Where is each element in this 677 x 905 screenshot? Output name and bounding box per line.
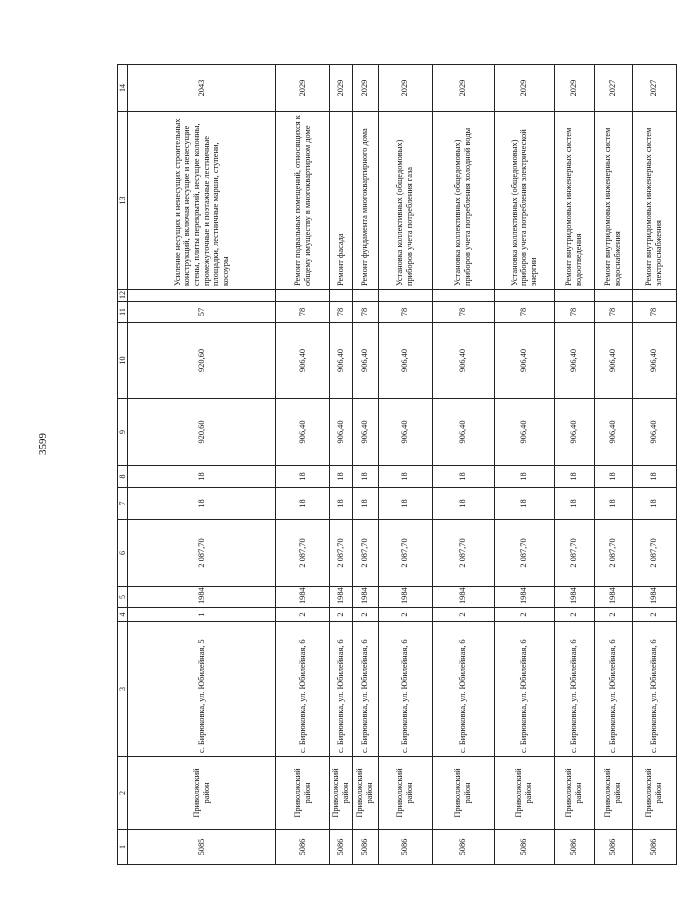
cell-c7: 18 xyxy=(128,488,276,520)
cell-c9: 906,40 xyxy=(352,399,378,466)
cell-c11: 78 xyxy=(432,302,494,323)
cell-work-type: Ремонт внутридомовых инженерных систем водоотведения xyxy=(554,112,594,290)
cell-address: с. Бирюковка, ул. Юбилейная, 6 xyxy=(494,622,554,757)
cell-id: 5086 xyxy=(276,830,330,865)
cell-c12 xyxy=(276,290,330,302)
col-num: 5 xyxy=(118,587,128,608)
table-body xyxy=(128,65,676,865)
cell-id: 5086 xyxy=(554,830,594,865)
col-num: 1 xyxy=(118,830,128,865)
cell-c8: 18 xyxy=(378,466,432,488)
cell-year: 1984 xyxy=(494,587,554,608)
col-num: 9 xyxy=(118,399,128,466)
cell-plan-year: 2043 xyxy=(128,65,276,112)
cell-id: 5086 xyxy=(494,830,554,865)
cell-c4: 2 xyxy=(276,608,330,622)
cell-plan-year: 2027 xyxy=(632,65,676,112)
cell-c7: 18 xyxy=(352,488,378,520)
cell-work-type: Установка коллективных (общедомовых) приборов учета потребления газа xyxy=(378,112,432,290)
cell-district: Приволжский район xyxy=(432,757,494,830)
cell-address: с. Бирюковка, ул. Юбилейная, 6 xyxy=(594,622,632,757)
cell-id: 5086 xyxy=(594,830,632,865)
cell-c6: 2 087,70 xyxy=(432,520,494,587)
cell-work-type: Установка коллективных (общедомовых) приборов учета потребления холодной воды xyxy=(432,112,494,290)
cell-c7: 18 xyxy=(554,488,594,520)
cell-year: 1984 xyxy=(594,587,632,608)
cell-year: 1984 xyxy=(352,587,378,608)
cell-c8: 18 xyxy=(352,466,378,488)
cell-c10: 906,40 xyxy=(276,323,330,399)
cell-c8: 18 xyxy=(632,466,676,488)
cell-work-type: Ремонт внутридомовых инженерных систем водоснабжения xyxy=(594,112,632,290)
cell-c12 xyxy=(330,290,352,302)
cell-c7: 18 xyxy=(432,488,494,520)
cell-district: Приволжский район xyxy=(352,757,378,830)
cell-plan-year: 2029 xyxy=(554,65,594,112)
cell-c8: 18 xyxy=(128,466,276,488)
cell-c8: 18 xyxy=(554,466,594,488)
cell-c11: 78 xyxy=(494,302,554,323)
cell-year: 1984 xyxy=(128,587,276,608)
cell-district: Приволжский район xyxy=(378,757,432,830)
cell-c9: 906,40 xyxy=(432,399,494,466)
col-num: 3 xyxy=(118,622,128,757)
col-num: 11 xyxy=(118,302,128,323)
cell-c7: 18 xyxy=(594,488,632,520)
cell-c9: 920,60 xyxy=(128,399,276,466)
cell-c4: 2 xyxy=(494,608,554,622)
cell-year: 1984 xyxy=(432,587,494,608)
cell-c9: 906,40 xyxy=(594,399,632,466)
cell-work-type: Ремонт фундамента многоквартирного дома xyxy=(352,112,378,290)
cell-c12 xyxy=(632,290,676,302)
cell-c12 xyxy=(378,290,432,302)
cell-c10: 906,40 xyxy=(594,323,632,399)
cell-c6: 2 087,70 xyxy=(632,520,676,587)
cell-id: 5086 xyxy=(378,830,432,865)
cell-c12 xyxy=(494,290,554,302)
cell-c11: 78 xyxy=(330,302,352,323)
cell-address: с. Бирюковка, ул. Юбилейная, 6 xyxy=(352,622,378,757)
table-row xyxy=(554,65,594,865)
table-row xyxy=(632,65,676,865)
cell-address: с. Бирюковка, ул. Юбилейная, 6 xyxy=(276,622,330,757)
cell-c12 xyxy=(128,290,276,302)
cell-c4: 2 xyxy=(632,608,676,622)
cell-c6: 2 087,70 xyxy=(276,520,330,587)
repair-schedule-table xyxy=(117,64,677,865)
cell-district: Приволжский район xyxy=(494,757,554,830)
cell-c11: 57 xyxy=(128,302,276,323)
cell-c9: 906,40 xyxy=(330,399,352,466)
col-num: 7 xyxy=(118,488,128,520)
cell-c4: 2 xyxy=(378,608,432,622)
cell-c10: 906,40 xyxy=(352,323,378,399)
table-row xyxy=(494,65,554,865)
cell-c6: 2 087,70 xyxy=(352,520,378,587)
cell-c10: 906,40 xyxy=(330,323,352,399)
cell-c6: 2 087,70 xyxy=(378,520,432,587)
cell-c7: 18 xyxy=(494,488,554,520)
cell-c7: 18 xyxy=(330,488,352,520)
cell-c11: 78 xyxy=(594,302,632,323)
cell-year: 1984 xyxy=(554,587,594,608)
cell-c6: 2 087,70 xyxy=(594,520,632,587)
cell-district: Приволжский район xyxy=(554,757,594,830)
cell-c8: 18 xyxy=(494,466,554,488)
cell-address: с. Бирюковка, ул. Юбилейная, 6 xyxy=(432,622,494,757)
cell-district: Приволжский район xyxy=(632,757,676,830)
cell-c11: 78 xyxy=(276,302,330,323)
cell-year: 1984 xyxy=(378,587,432,608)
table-row xyxy=(128,65,276,865)
cell-c4: 2 xyxy=(330,608,352,622)
cell-id: 5086 xyxy=(352,830,378,865)
cell-c10: 906,40 xyxy=(432,323,494,399)
cell-c8: 18 xyxy=(330,466,352,488)
cell-c4: 1 xyxy=(128,608,276,622)
cell-c6: 2 087,70 xyxy=(494,520,554,587)
cell-id: 5086 xyxy=(330,830,352,865)
cell-c6: 2 087,70 xyxy=(554,520,594,587)
cell-c11: 78 xyxy=(352,302,378,323)
cell-c9: 906,40 xyxy=(554,399,594,466)
cell-c10: 920,60 xyxy=(128,323,276,399)
cell-c9: 906,40 xyxy=(632,399,676,466)
cell-plan-year: 2029 xyxy=(330,65,352,112)
cell-address: с. Бирюковка, ул. Юбилейная, 6 xyxy=(632,622,676,757)
cell-c7: 18 xyxy=(378,488,432,520)
cell-work-type: Установка коллективных (общедомовых) приборов учета потребления электрической энергии xyxy=(494,112,554,290)
col-num: 10 xyxy=(118,323,128,399)
cell-c12 xyxy=(432,290,494,302)
cell-c4: 2 xyxy=(594,608,632,622)
cell-c10: 906,40 xyxy=(494,323,554,399)
cell-c8: 18 xyxy=(432,466,494,488)
cell-c10: 906,40 xyxy=(554,323,594,399)
table-row xyxy=(276,65,330,865)
cell-year: 1984 xyxy=(632,587,676,608)
cell-year: 1984 xyxy=(330,587,352,608)
cell-c10: 906,40 xyxy=(632,323,676,399)
cell-work-type: Ремонт подвальных помещений, относящихся к общему имуществу в многоквартирном доме xyxy=(276,112,330,290)
cell-district: Приволжский район xyxy=(594,757,632,830)
cell-plan-year: 2029 xyxy=(352,65,378,112)
cell-c6: 2 087,70 xyxy=(128,520,276,587)
cell-c10: 906,40 xyxy=(378,323,432,399)
cell-id: 5086 xyxy=(632,830,676,865)
cell-c12 xyxy=(554,290,594,302)
cell-work-type: Ремонт фасада xyxy=(330,112,352,290)
cell-c11: 78 xyxy=(632,302,676,323)
cell-c11: 78 xyxy=(554,302,594,323)
cell-plan-year: 2029 xyxy=(432,65,494,112)
table-row xyxy=(352,65,378,865)
cell-c4: 2 xyxy=(352,608,378,622)
cell-c12 xyxy=(594,290,632,302)
cell-plan-year: 2027 xyxy=(594,65,632,112)
cell-c9: 906,40 xyxy=(276,399,330,466)
table-row xyxy=(330,65,352,865)
col-num: 13 xyxy=(118,112,128,290)
cell-c8: 18 xyxy=(594,466,632,488)
cell-id: 5085 xyxy=(128,830,276,865)
cell-address: с. Бирюковка, ул. Юбилейная, 6 xyxy=(378,622,432,757)
cell-c4: 2 xyxy=(432,608,494,622)
col-num: 2 xyxy=(118,757,128,830)
cell-district: Приволжский район xyxy=(276,757,330,830)
cell-address: с. Бирюковка, ул. Юбилейная, 5 xyxy=(128,622,276,757)
cell-c4: 2 xyxy=(554,608,594,622)
cell-c8: 18 xyxy=(276,466,330,488)
cell-c11: 78 xyxy=(378,302,432,323)
cell-plan-year: 2029 xyxy=(494,65,554,112)
table-row xyxy=(432,65,494,865)
cell-id: 5086 xyxy=(432,830,494,865)
cell-plan-year: 2029 xyxy=(276,65,330,112)
cell-c9: 906,40 xyxy=(494,399,554,466)
cell-address: с. Бирюковка, ул. Юбилейная, 6 xyxy=(554,622,594,757)
cell-c7: 18 xyxy=(276,488,330,520)
rotated-table-wrapper xyxy=(117,65,663,865)
cell-c9: 906,40 xyxy=(378,399,432,466)
cell-district: Приволжский район xyxy=(330,757,352,830)
cell-plan-year: 2029 xyxy=(378,65,432,112)
table-row xyxy=(594,65,632,865)
col-num: 14 xyxy=(118,65,128,112)
cell-work-type: Усиление несущих и ненесущих строительных конструкций, включая несущие и ненесущие стены, плиты перекрытий, несущие колонны, промежуточные и поэтажные лестничные площадки, лестничные марши, ступени, косоуры xyxy=(128,112,276,290)
cell-c6: 2 087,70 xyxy=(330,520,352,587)
col-num: 4 xyxy=(118,608,128,622)
col-num: 12 xyxy=(118,290,128,302)
table-row xyxy=(378,65,432,865)
cell-c7: 18 xyxy=(632,488,676,520)
cell-year: 1984 xyxy=(276,587,330,608)
cell-c12 xyxy=(352,290,378,302)
col-num: 6 xyxy=(118,520,128,587)
page-number: 3599 xyxy=(37,433,49,455)
col-num: 8 xyxy=(118,466,128,488)
cell-address: с. Бирюковка, ул. Юбилейная, 6 xyxy=(330,622,352,757)
column-number-row xyxy=(118,65,128,865)
cell-work-type: Ремонт внутридомовых инженерных систем электроснабжения xyxy=(632,112,676,290)
cell-district: Приволжский район xyxy=(128,757,276,830)
